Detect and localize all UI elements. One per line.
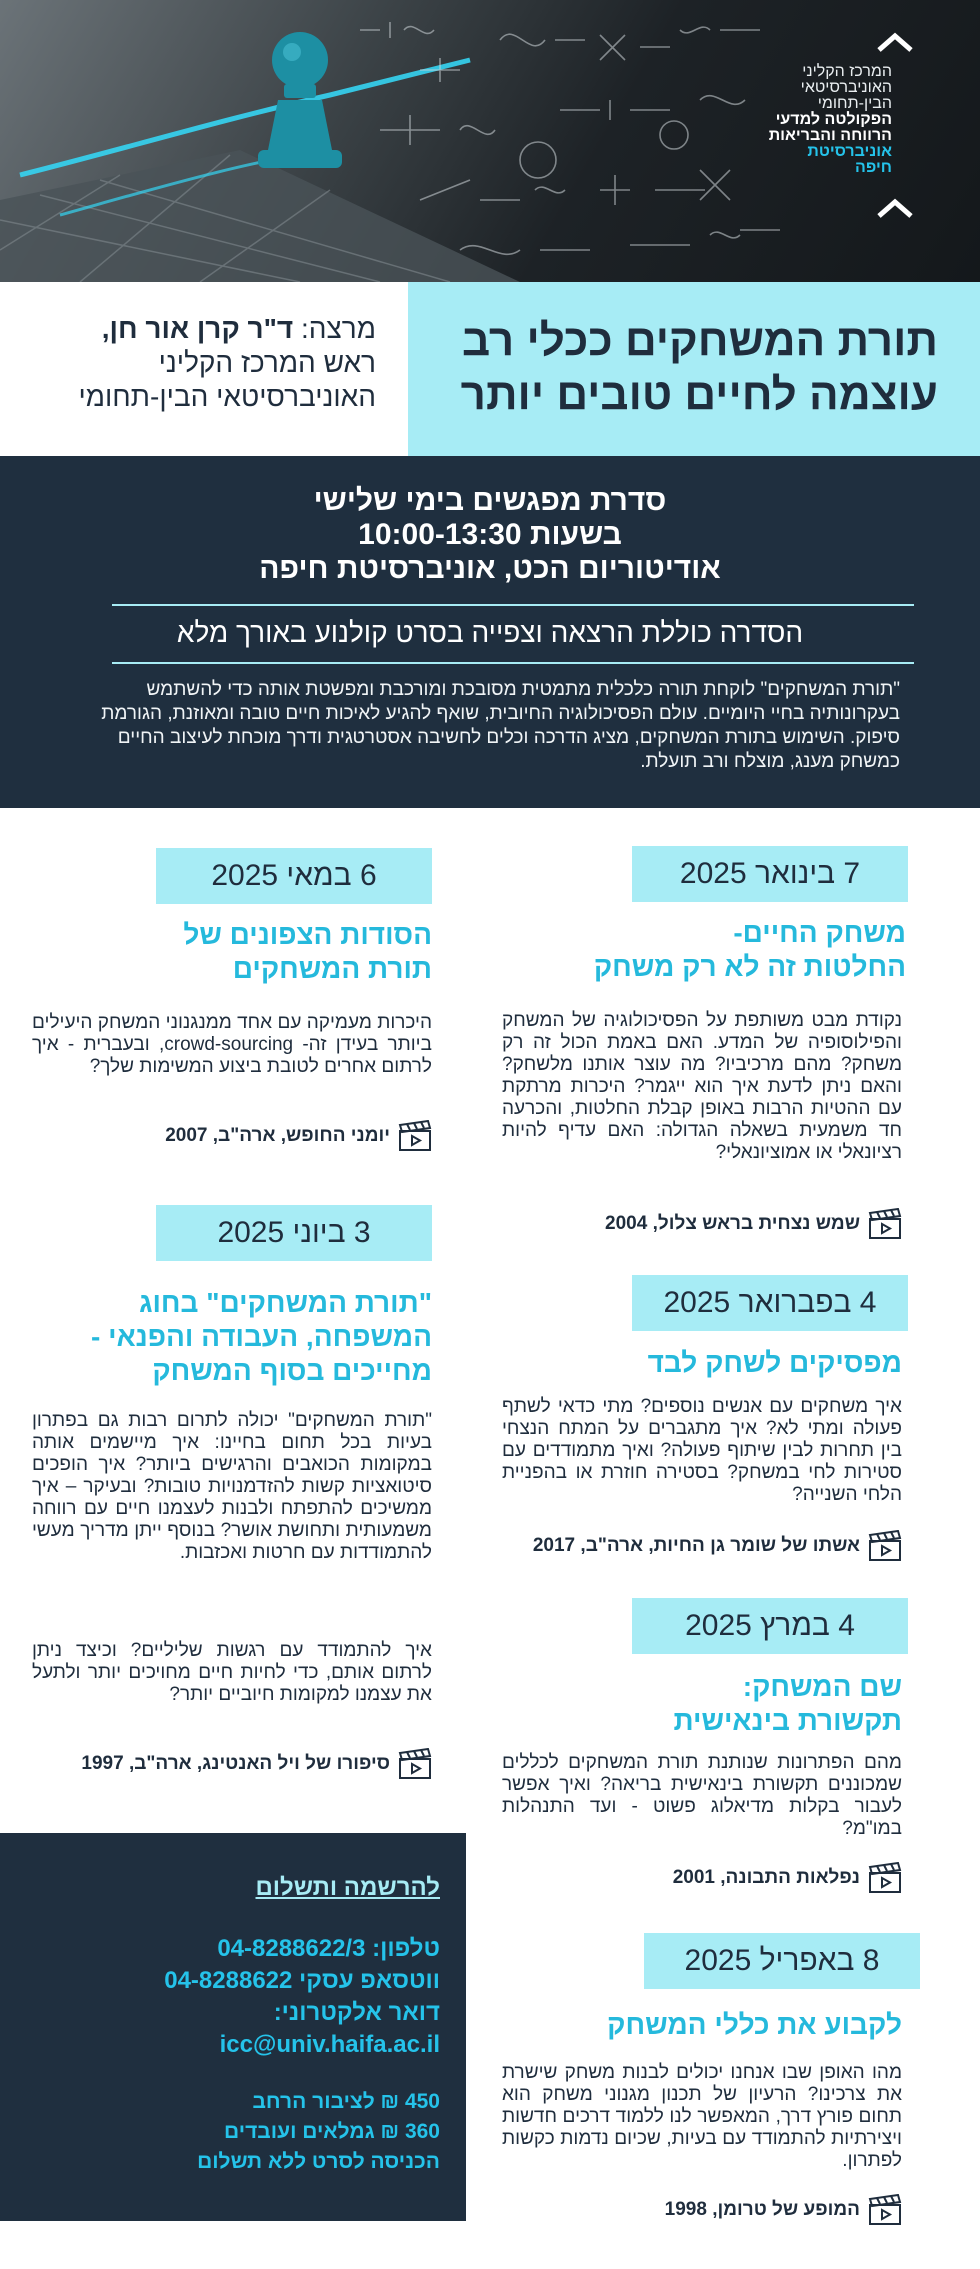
- session-title-line: תקשורת בינאישית: [673, 1705, 902, 1736]
- film-credit: [81, 1748, 432, 1780]
- price-alumni: 360 ₪ גמלאים ועובדים: [224, 2120, 440, 2143]
- title-band: [0, 282, 980, 456]
- price-public: 450 ₪ לציבור הרחב: [252, 2090, 440, 2113]
- film-clapper-icon: [868, 1208, 902, 1240]
- session-description: היכרות מעמיקה עם אחד ממנגנוני המשחק היעילים ביותר בעידן זה- crowd-sourcing, ובעברית - איך לרתום אחרים לטובת ביצוע המשימות שלך?: [32, 1012, 432, 1077]
- series-description: "תורת המשחקים" לוקחת תורה כלכלית מתמטית מסובכת ומורכבת ומפשטת אותה כדי להשתמש בעקרונותיה בחיי היומיים. עולם הפסיכולוגיה החיובית, שואף להגיע לאיכות חיים טובה ומאוזנת, הגורמת סיפוק. השימוש בתורת המשחקים, מציג הדרכה וכלים לחשיבה אסטרטגית ודרך מוכחת לעיצוב החיים כמשחק מענג, מוצלח ורב תועלת.: [101, 679, 900, 772]
- film-caption: שמש נצחית בראש צלול, 2004: [605, 1213, 860, 1234]
- divider: [112, 662, 914, 664]
- title-line: עוצמה לחיים טובים יותר: [460, 370, 938, 419]
- title-line: תורת המשחקים ככלי רב: [462, 316, 938, 365]
- divider: [112, 604, 914, 606]
- logo-line: הרווחה והבריאות: [768, 127, 892, 144]
- speaker-role: האוניברסיטאי הבין-תחומי: [78, 381, 376, 412]
- whatsapp-number[interactable]: ווטסאפ עסקי 04-8288622: [164, 1967, 440, 1994]
- logo-line: המרכז הקליני: [802, 63, 892, 80]
- speaker-prefix: מרצה:: [301, 313, 376, 344]
- session-title: [502, 1346, 902, 1380]
- session-title: [32, 918, 432, 986]
- session-title-line: משחק החיים-: [733, 917, 906, 948]
- film-credit: [605, 1208, 902, 1240]
- film-clapper-icon: [398, 1748, 432, 1780]
- page-title: [438, 314, 938, 422]
- film-caption: יומני החופש, ארה"ב, 2007: [165, 1125, 390, 1146]
- phone-number[interactable]: טלפון: 04-8288622/3: [217, 1935, 440, 1962]
- film-clapper-icon: [868, 2194, 902, 2226]
- registration-panel: [0, 1833, 466, 2221]
- session-title: [482, 2008, 902, 2042]
- session-description: מהם הפתרונות שנותנת תורת המשחקים לכללים שמכוננים תקשורת בינאישית בריאה? ואיך אפשר לעבור בקלות מדיאלוג פשוט - ועד התנהלות במו"מ?: [502, 1752, 902, 1839]
- registration-link[interactable]: להרשמה ותשלום: [255, 1874, 440, 1901]
- film-caption: נפלאות התבונה, 2001: [672, 1867, 860, 1888]
- chevron-up-icon: [877, 196, 913, 220]
- session-date: 6 במאי 2025: [156, 848, 432, 904]
- speaker-role: ראש המרכז הקליני: [158, 347, 376, 378]
- chevron-up-icon: [877, 30, 913, 54]
- session-title-line: "תורת המשחקים" בחוג: [139, 1287, 432, 1318]
- session-description: מהו האופן שבו אנחנו יכולים לבנות משחק שישרת את צרכינו? הרעיון של תכנון מגנוני משחק הוא תחום פורץ דרך, המאפשר לנו ללמוד דרכים חדשות ויצירתיות להתמודד עם בעיות, שכיום נדמות כקשות לפתרון.: [502, 2062, 902, 2171]
- university-logo: [762, 64, 892, 176]
- session-title-line: מחייכים בסוף המשחק: [152, 1355, 432, 1386]
- film-credit: [165, 1120, 432, 1152]
- session-title-line: החלטות זה לא רק משחק: [593, 951, 906, 982]
- film-clapper-icon: [868, 1530, 902, 1562]
- series-info: [0, 456, 980, 808]
- session-title: [506, 916, 906, 984]
- series-schedule: [0, 484, 980, 586]
- series-line: בשעות 10:00-13:30: [358, 518, 622, 551]
- hero-banner: [0, 0, 980, 282]
- logo-line: האוניברסיטאי: [800, 79, 892, 96]
- series-includes: הסדרה כוללת הרצאה וצפייה בסרט קולנוע באורך מלא: [176, 617, 804, 648]
- session-title-line: המשפחה, העבודה והפנאי -: [91, 1321, 432, 1352]
- series-line: סדרת מפגשים בימי שלישי: [313, 484, 667, 517]
- session-title-line: מפסיקים לשחק לבד: [647, 1347, 902, 1378]
- session-date: 8 באפריל 2025: [644, 1933, 920, 1989]
- session-title: [32, 1286, 432, 1388]
- film-credit: [673, 1862, 902, 1894]
- film-clapper-icon: [868, 1862, 902, 1894]
- session-date: 3 ביוני 2025: [156, 1205, 432, 1261]
- session-title-line: תורת המשחקים: [232, 953, 432, 984]
- film-caption: אשתו של שומר גן החיות, ארה"ב, 2017: [532, 1535, 860, 1556]
- film-caption: סיפורו של ויל האנטינג, ארה"ב, 1997: [81, 1753, 390, 1774]
- session-title-line: שם המשחק:: [742, 1671, 902, 1702]
- film-clapper-icon: [398, 1120, 432, 1152]
- film-entry-note: הכניסה לסרט ללא תשלום: [197, 2150, 440, 2173]
- session-description: איך להתמודד עם רגשות שליליים? וכיצד ניתן לרתום אותם, כדי לחיות חיים מחויכים יותר ולתעל את עצמנו למקומות חיוביים יותר?: [32, 1640, 432, 1705]
- speaker-name: ד"ר קרן אור חן,: [101, 313, 294, 344]
- logo-line: חיפה: [855, 159, 892, 176]
- film-credit: [665, 2194, 902, 2226]
- session-title: [502, 1670, 902, 1738]
- logo-line: הפקולטה למדעי: [775, 111, 892, 128]
- session-date: 4 בפברואר 2025: [632, 1275, 908, 1331]
- series-line: אודיטוריום הכט, אוניברסיטת חיפה: [259, 552, 721, 585]
- title-box: [408, 282, 980, 456]
- speaker-info: [16, 312, 376, 414]
- session-title-line: לקבוע את כללי המשחק: [607, 2009, 902, 2040]
- session-date: 7 בינואר 2025: [632, 846, 908, 902]
- session-description: איך משחקים עם אנשים נוספים? מתי כדאי לשתף פעולה ומתי לא? איך מתגברים על המתח הנצחי בין תחרות לבין שיתוף פעולה? ואיך מתמודדים עם סטירות לחי במשחק? בסטירה חוזרת או בהפניית הלחי השנייה?: [502, 1396, 902, 1505]
- session-description: נקודת מבט משותפת על הפסיכולוגיה של המשחק והפילוסופיה של המדע. האם באמת הכול זה רק משחק? מהם מרכיביו? מה עוצר אותנו מלשחק? והאם ניתן לדעת איך הוא ייגמר? היכרות מרתקת עם ההטיות הרבות באופן קבלת החלטות, והכרעה חד משמעית בשאלה הגדולה: האם עדיף להיות רציונאלי או אמוציונאלי?: [502, 1010, 902, 1163]
- session-description: "תורת המשחקים" יכולה לתרום רבות גם בפתרון בעיות בכל תחום בחיינו: איך מיישמים אותה במקומות הכואבים והרגישים ביותר? איך הופכים סיטואציות קשות להזדמנויות טובות? ובעיקר – איך ממשיכים להתפתח ולבנות לעצמנו חיים עם רווחה משמעותית ותחושת אושר? בנוסף ייתן מדריך מעשי להתמודדות עם חרטות ואכזבות.: [32, 1410, 432, 1563]
- film-caption: המופע של טרומן, 1998: [664, 2199, 860, 2220]
- session-date: 4 במרץ 2025: [632, 1598, 908, 1654]
- logo-line: הבין-תחומי: [817, 95, 892, 112]
- email-link[interactable]: icc@univ.haifa.ac.il: [219, 2031, 440, 2058]
- email-label: דואר אלקטרוני:: [273, 1999, 440, 2026]
- session-title-line: הסודות הצפונים של: [183, 919, 432, 950]
- logo-line: אוניברסיטת: [807, 143, 892, 160]
- film-credit: [533, 1530, 902, 1562]
